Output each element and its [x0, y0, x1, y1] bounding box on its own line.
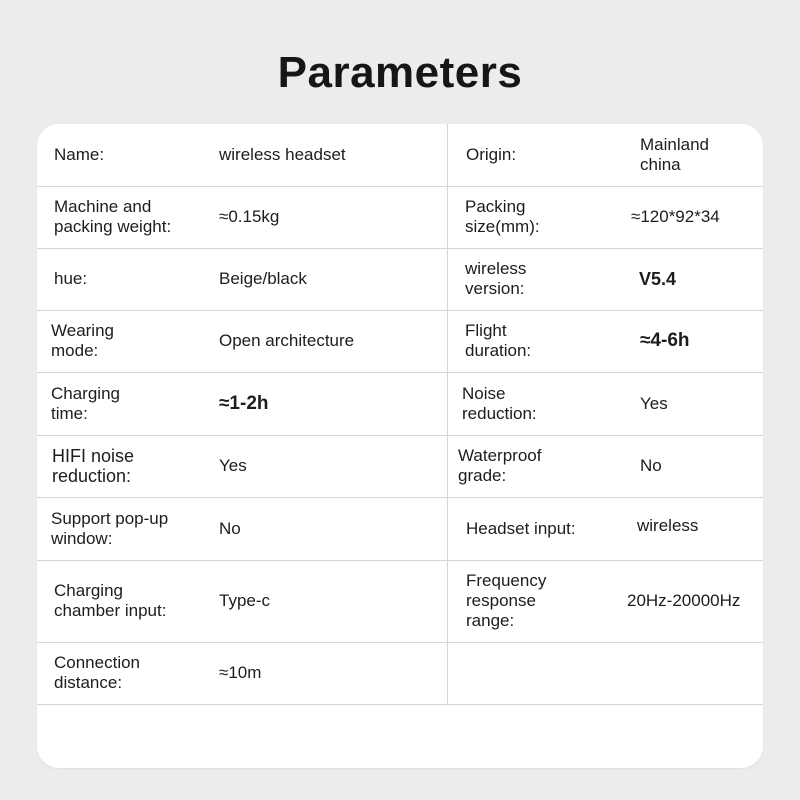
- label-headset-input: Headset input:: [466, 518, 576, 538]
- label-connection-distance: Connection distance:: [54, 653, 141, 692]
- label-name: Name:: [54, 145, 105, 164]
- value-connection-distance: ≈10m: [219, 663, 262, 682]
- label-noise-reduction: Noise reduction:: [462, 383, 537, 423]
- value-frequency-response: 20Hz-20000Hz: [627, 591, 741, 610]
- label-charging-time: Charging time:: [51, 383, 120, 423]
- label-charging-chamber-input: Charging chamber input:: [54, 581, 167, 620]
- value-popup-window: No: [219, 518, 241, 538]
- label-weight: Machine and packing weight:: [54, 197, 172, 236]
- value-charging-chamber-input: Type-c: [219, 591, 271, 610]
- label-popup-window: Support pop-up window:: [51, 508, 169, 548]
- value-wearing-mode: Open architecture: [219, 331, 355, 350]
- value-packing-size: ≈120*92*34: [631, 207, 720, 226]
- value-headset-input: wireless: [637, 516, 699, 535]
- column-divider: [447, 124, 448, 704]
- value-charging-time: ≈1-2h: [219, 392, 269, 414]
- value-hue: Beige/black: [219, 269, 307, 288]
- row-divider: [37, 704, 763, 705]
- label-flight-duration: Flight duration:: [465, 321, 532, 360]
- page-title: Parameters: [277, 48, 523, 97]
- label-wearing-mode: Wearing mode:: [51, 321, 114, 360]
- label-hifi-noise-reduction: HIFI noise reduction:: [52, 446, 135, 486]
- label-frequency-response: Frequency response range:: [466, 571, 547, 630]
- value-waterproof-grade: No: [640, 456, 662, 475]
- label-origin: Origin:: [466, 145, 517, 164]
- parameters-table: [37, 124, 763, 768]
- value-wireless-version: V5.4: [639, 269, 677, 289]
- value-weight: ≈0.15kg: [219, 207, 280, 226]
- label-wireless-version: wireless version:: [465, 259, 527, 298]
- value-origin: Mainland china: [640, 135, 709, 174]
- label-hue: hue:: [54, 269, 88, 288]
- label-waterproof-grade: Waterproof grade:: [458, 446, 542, 485]
- value-flight-duration: ≈4-6h: [640, 330, 690, 351]
- label-packing-size: Packing size(mm):: [465, 197, 540, 236]
- value-name: wireless headset: [219, 145, 346, 164]
- value-noise-reduction: Yes: [640, 393, 668, 413]
- value-hifi-noise-reduction: Yes: [219, 456, 247, 475]
